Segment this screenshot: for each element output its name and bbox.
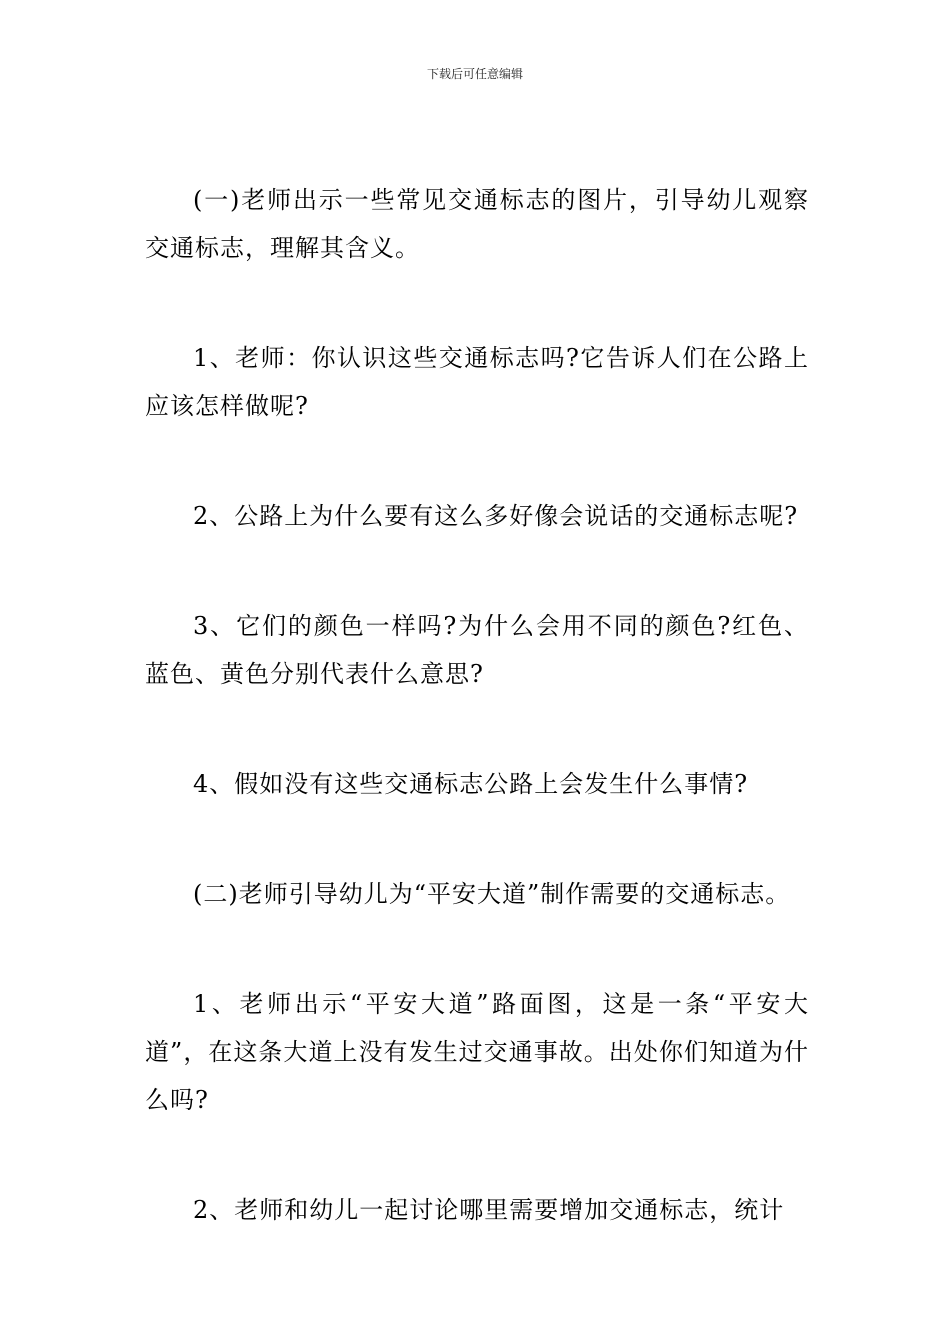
page-header: 下载后可任意编辑 [426,67,523,81]
paragraph-question-4: 4、假如没有这些交通标志公路上会发生什么事情? [193,770,749,798]
paragraph-spacer [145,540,809,602]
paragraph-spacer [145,698,809,760]
paragraph-spacer [145,808,809,870]
paragraph-spacer [145,1124,809,1186]
paragraph-question-3: 3、它们的颜色一样吗?为什么会用不同的颜色?红色、蓝色、黄色分别代表什么意思? [145,612,809,688]
paragraph-safe-avenue: 1、老师出示“平安大道”路面图，这是一条“平安大道”，在这条大道上没有发生过交通事故。出处你们知道为什么吗? [145,990,809,1114]
paragraph-spacer [145,430,809,492]
paragraph-make-traffic-signs: (二)老师引导幼儿为“平安大道”制作需要的交通标志。 [193,880,791,908]
paragraph-question-1: 1、老师：你认识这些交通标志吗?它告诉人们在公路上应该怎样做呢? [145,344,809,420]
paragraph-spacer [145,918,809,980]
paragraph-discussion: 2、老师和幼儿一起讨论哪里需要增加交通标志，统计 [193,1196,785,1224]
document-body [145,176,809,1234]
paragraph-spacer [145,272,809,334]
paragraph-show-traffic-signs: (一)老师出示一些常见交通标志的图片，引导幼儿观察交通标志，理解其含义。 [145,186,809,262]
paragraph-question-2: 2、公路上为什么要有这么多好像会说话的交通标志呢? [193,502,799,530]
